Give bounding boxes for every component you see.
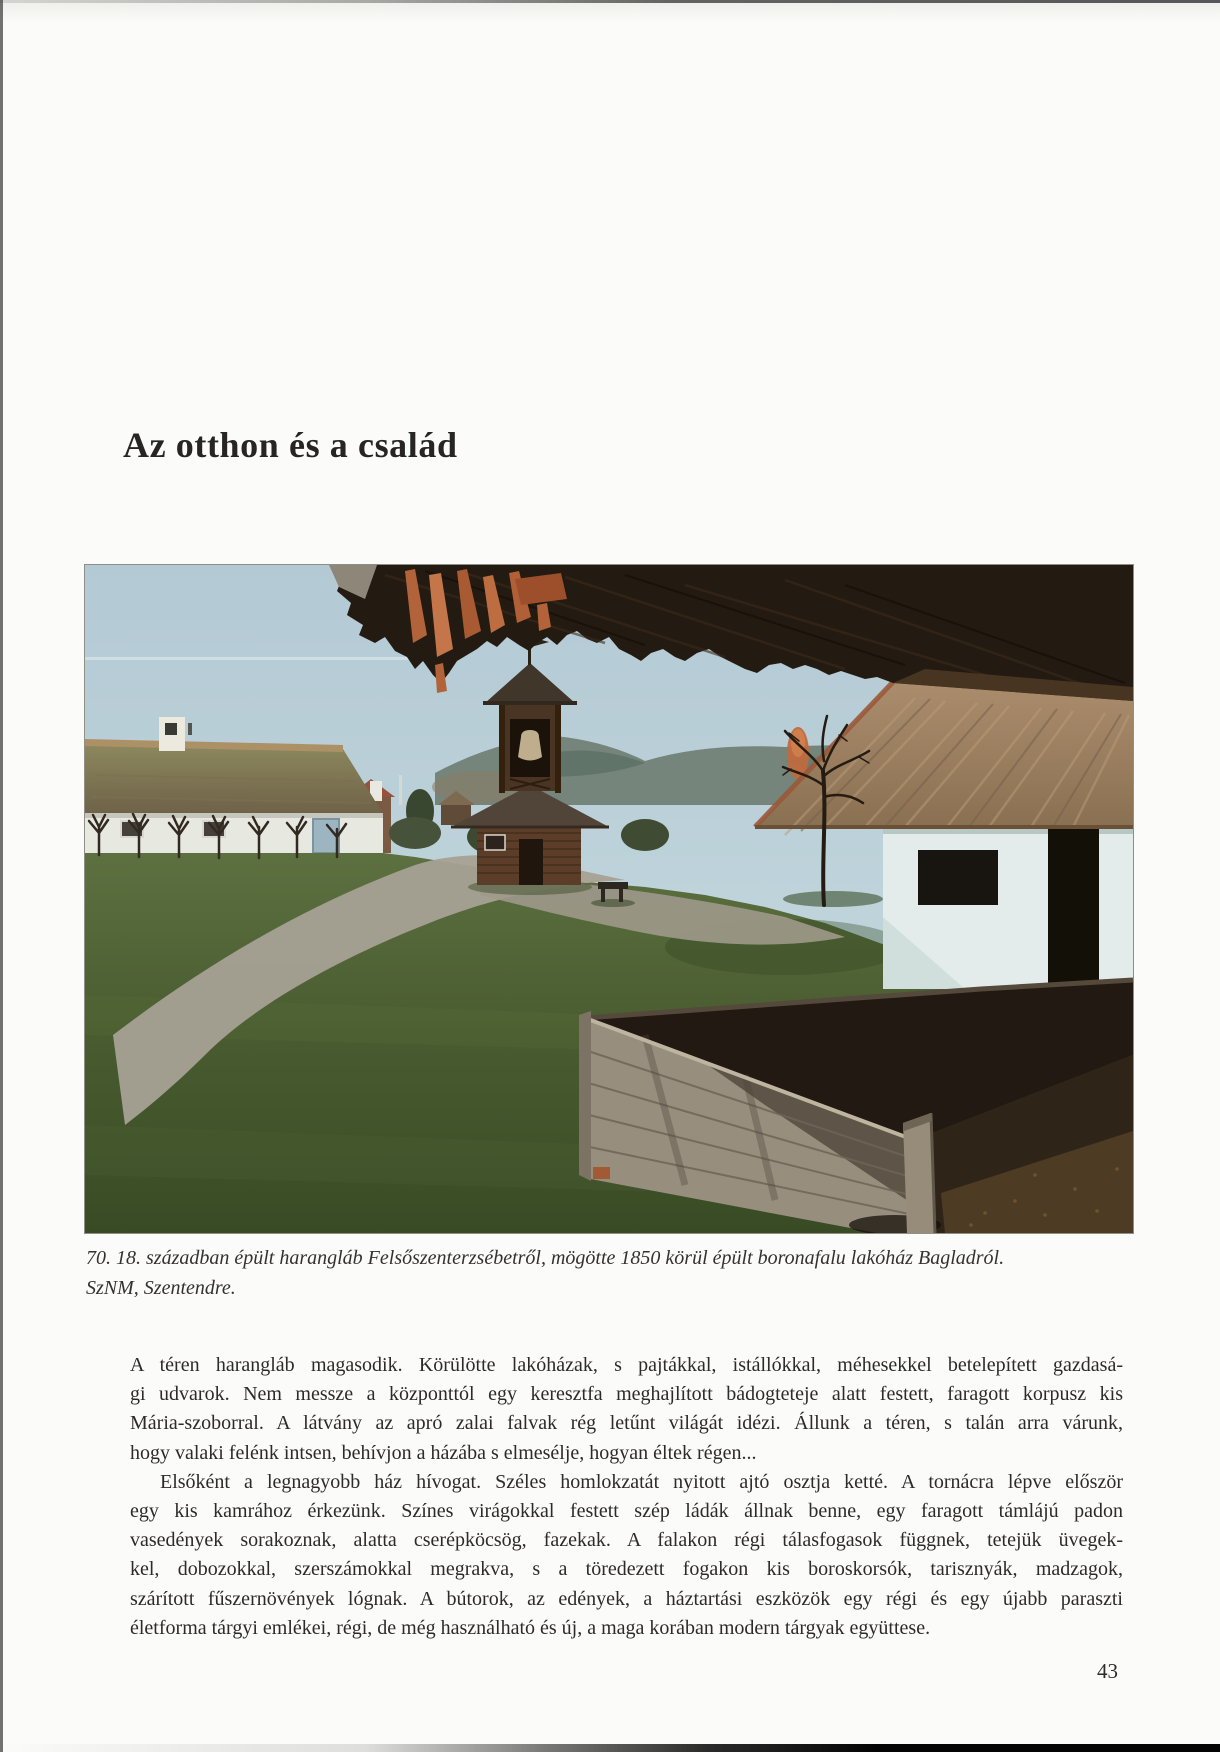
photo-skanzen-village (84, 564, 1134, 1234)
page-title: Az otthon és a család (123, 425, 458, 466)
body-text (130, 1351, 1123, 1643)
body-line: egy kis kamrához érkezünk. Színes virágokkal festett szép ládák állnak benne, egy faragott támlájú padon (130, 1500, 1123, 1523)
scan-bottom-edge (0, 1744, 1220, 1752)
body-line: kel, dobozokkal, szerszámokkal megrakva, s a töredezett fogakon kis boroskorsók, tarisznyák, madzagok, (130, 1558, 1123, 1581)
body-line: vasedények sorakoznak, alatta cserépköcsög, fazekak. A falakon régi tálasfogasok függnek, tetejük üvegek- (130, 1529, 1123, 1552)
figure-caption (86, 1243, 1134, 1303)
page-number: 43 (1097, 1659, 1118, 1683)
body-line: A téren harangláb magasodik. Körülötte lakóházak, s pajtákkal, istállókkal, méhesekkel betelepített gazdasá- (130, 1354, 1123, 1376)
body-line: szárított fűszernövények lógnak. A bútorok, az edények, a háztartási eszközök egy régi és egy újabb paraszti (130, 1587, 1123, 1610)
white-house (883, 827, 1133, 989)
body-line: Mária-szoborral. A látvány az apró zalai falvak rég letűnt világát idézi. Állunk a téren, s talán arra várunk, (130, 1412, 1123, 1435)
body-line: hogy valaki felénk intsen, behívjon a házába s elmesélje, hogyan éltek régen... (130, 1441, 757, 1464)
scan-top-mottle (0, 3, 1220, 23)
scan-left-edge (0, 0, 3, 1752)
caption-line-2: SzNM, Szentendre. (86, 1277, 236, 1299)
body-line: Elsőként a legnagyobb ház hívogat. Széles homlokzatát nyitott ajtó osztja ketté. A tornácra lépve először (160, 1470, 1123, 1493)
body-line: gi udvarok. Nem messze a központtól egy keresztfa meghajlított bádogteteje alatt festett, faragott korpusz kis (130, 1383, 1123, 1406)
body-line: életforma tárgyi emlékei, régi, de még használható és új, a maga korában modern tárgyak együttese. (130, 1616, 931, 1639)
caption-line-1: 70. 18. században épült harangláb Felsőszenterzsébetről, mögötte 1850 körül épült boronafalu lakóház Bagladról. (86, 1247, 1005, 1269)
